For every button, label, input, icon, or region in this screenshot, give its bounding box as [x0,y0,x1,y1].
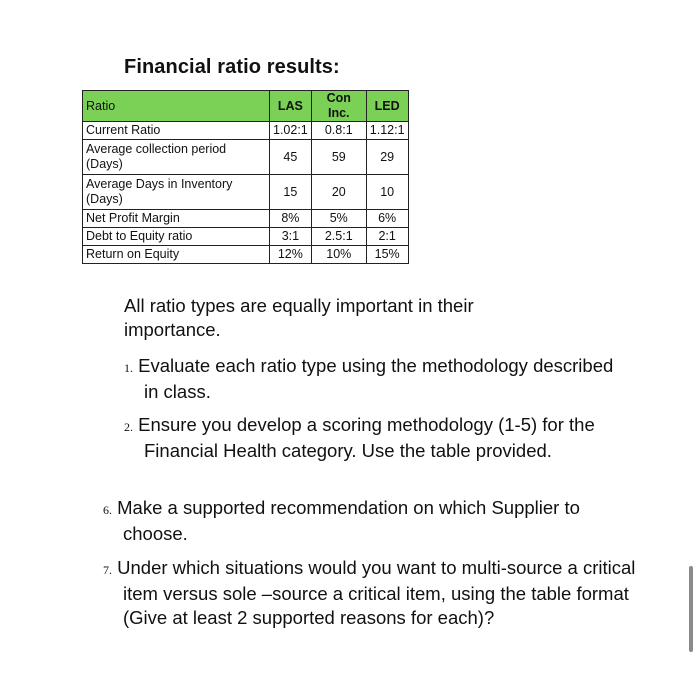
header-led: LED [366,91,408,122]
cell-led: 15% [366,246,408,264]
intro-paragraph: All ratio types are equally important in their importance. [124,295,474,340]
list-marker: 1. [124,361,133,375]
list-item [124,413,644,463]
financial-ratio-table [82,90,409,264]
list-item-text: Ensure you develop a scoring methodology (1-5) for the Financial Health category. Use the table provided. [138,414,595,461]
cell-con-inc: 0.8:1 [311,122,366,140]
cell-con-inc: 20 [311,175,366,210]
header-con-inc: Con Inc. [311,91,366,122]
scrollbar-thumb[interactable] [689,566,693,652]
row-label: Net Profit Margin [83,210,270,228]
list-marker: 6. [103,503,112,517]
table-row [83,210,409,228]
list-item-text: Evaluate each ratio type using the methodology described in class. [138,355,614,402]
cell-led: 29 [366,140,408,175]
cell-con-inc: 10% [311,246,366,264]
cell-las: 45 [270,140,312,175]
cell-led: 2:1 [366,228,408,246]
cell-con-inc: 2.5:1 [311,228,366,246]
table-row [83,246,409,264]
table-row [83,228,409,246]
row-label: Average collection period (Days) [83,140,270,175]
cell-led: 10 [366,175,408,210]
cell-las: 12% [270,246,312,264]
table-row [83,122,409,140]
list-item-text: Under which situations would you want to multi-source a critical item versus sole –source a critical item, using the table format (Give at least 2 supported reasons for each)? [117,557,636,628]
cell-las: 3:1 [270,228,312,246]
table-header-row [83,91,409,122]
list-item [124,354,614,404]
cell-con-inc: 5% [311,210,366,228]
table-row [83,175,409,210]
list-marker: 2. [124,420,133,434]
cell-led: 6% [366,210,408,228]
row-label: Debt to Equity ratio [83,228,270,246]
cell-las: 1.02:1 [270,122,312,140]
cell-las: 15 [270,175,312,210]
header-las: LAS [270,91,312,122]
list-item-text: Make a supported recommendation on which Supplier to choose. [117,497,580,544]
header-ratio: Ratio [83,91,270,122]
cell-con-inc: 59 [311,140,366,175]
row-label: Return on Equity [83,246,270,264]
row-label: Current Ratio [83,122,270,140]
cell-led: 1.12:1 [366,122,408,140]
cell-las: 8% [270,210,312,228]
list-item [103,556,643,630]
list-marker: 7. [103,563,112,577]
table-row [83,140,409,175]
row-label: Average Days in Inventory (Days) [83,175,270,210]
table-title: Financial ratio results: [124,56,340,78]
list-item [103,496,643,546]
